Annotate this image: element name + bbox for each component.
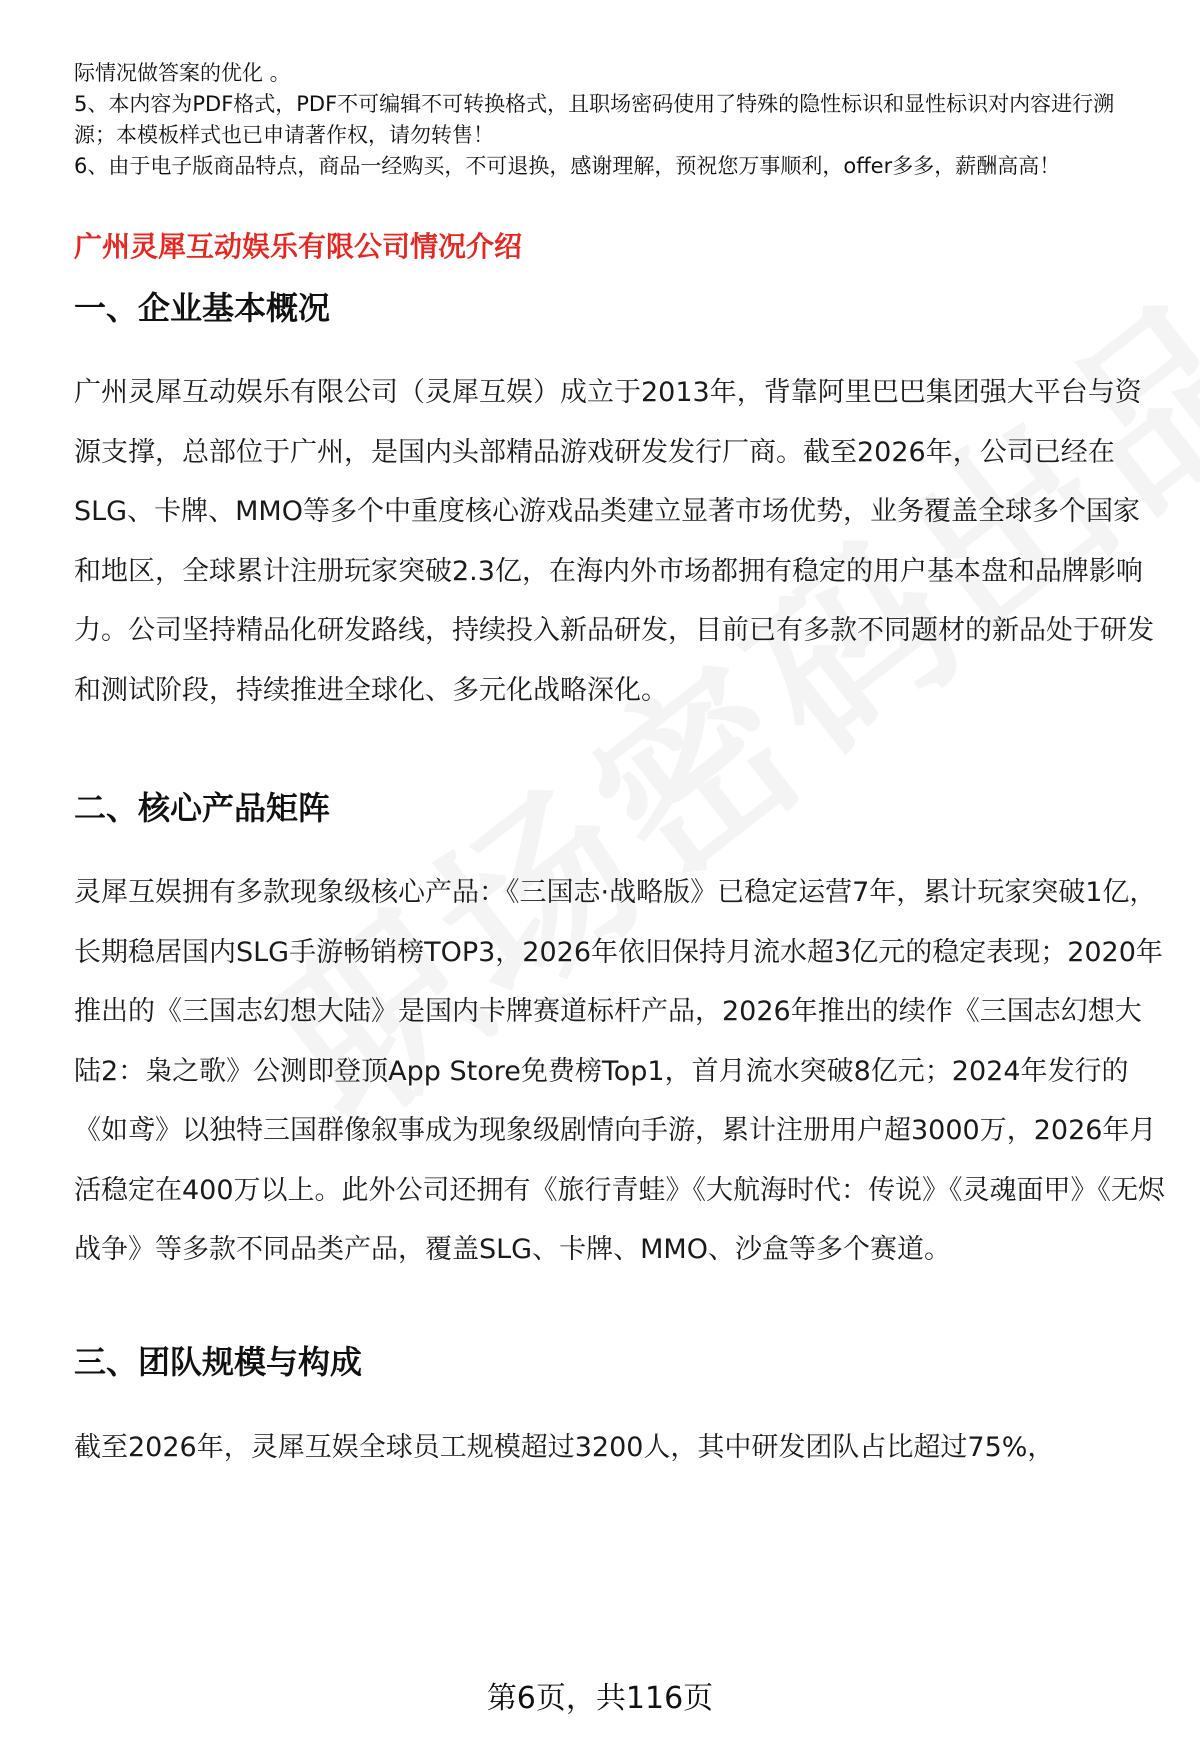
intro-notes xyxy=(74,58,1154,182)
intro-line: 6、由于电子版商品特点，商品一经购买，不可退换，感谢理解，预祝您万事顺利，offer多多，薪酬高高！ xyxy=(74,154,1061,178)
intro-line: 际情况做答案的优化 。 xyxy=(74,61,291,85)
section-body-overview xyxy=(74,363,1166,720)
page-number: 第6页，共116页 xyxy=(486,1681,714,1716)
paragraph: 截至2026年，灵犀互娱全球员工规模超过3200人，其中研发团队占比超过75%， xyxy=(74,1432,1055,1463)
paragraph: 灵犀互娱拥有多款现象级核心产品：《三国志·战略版》已稳定运营7年，累计玩家突破1亿，长期稳居国内SLG手游畅销榜TOP3，2026年依旧保持月流水超3亿元的稳定表现；2020年推出的《三国志幻想大陆》是国内卡牌赛道标杆产品，2026年推出的续作《三国志幻想大陆2：枭之歌》公测即登顶App Store免费榜Top1，首月流水突破8亿元；2024年发行的《如鸢》以独特三国群像叙事成为现象级剧情向手游，累计注册用户超3000万，2026年月活稳定在400万以上。此外公司还拥有《旅行青蛙》《大航海时代：传说》《灵魂面甲》《无烬战争》等多款不同品类产品，覆盖SLG、卡牌、MMO、沙盒等多个赛道。 xyxy=(74,877,1166,1265)
paragraph: 广州灵犀互动娱乐有限公司（灵犀互娱）成立于2013年，背靠阿里巴巴集团强大平台与资源支撑，总部位于广州，是国内头部精品游戏研发发行厂商。截至2026年，公司已经在SLG、卡牌、MMO等多个中重度核心游戏品类建立显著市场优势，业务覆盖全球多个国家和地区，全球累计注册玩家突破2.3亿，在海内外市场都拥有稳定的用户基本盘和品牌影响力。公司坚持精品化研发路线，持续投入新品研发，目前已有多款不同题材的新品处于研发和测试阶段，持续推进全球化、多元化战略深化。 xyxy=(74,377,1154,706)
section-body-products xyxy=(74,863,1166,1280)
document-title: 广州灵犀互动娱乐有限公司情况介绍 xyxy=(74,230,523,263)
section-body-team xyxy=(74,1418,1166,1478)
intro-line: 5、本内容为PDF格式，PDF不可编辑不可转换格式，且职场密码使用了特殊的隐性标识和显性标识对内容进行溯源；本模板样式也已申请著作权，请勿转售！ xyxy=(74,92,1115,147)
section-heading-products: 二、核心产品矩阵 xyxy=(74,789,331,827)
section-heading-overview: 一、企业基本概况 xyxy=(74,289,331,327)
section-heading-team: 三、团队规模与构成 xyxy=(74,1343,363,1381)
